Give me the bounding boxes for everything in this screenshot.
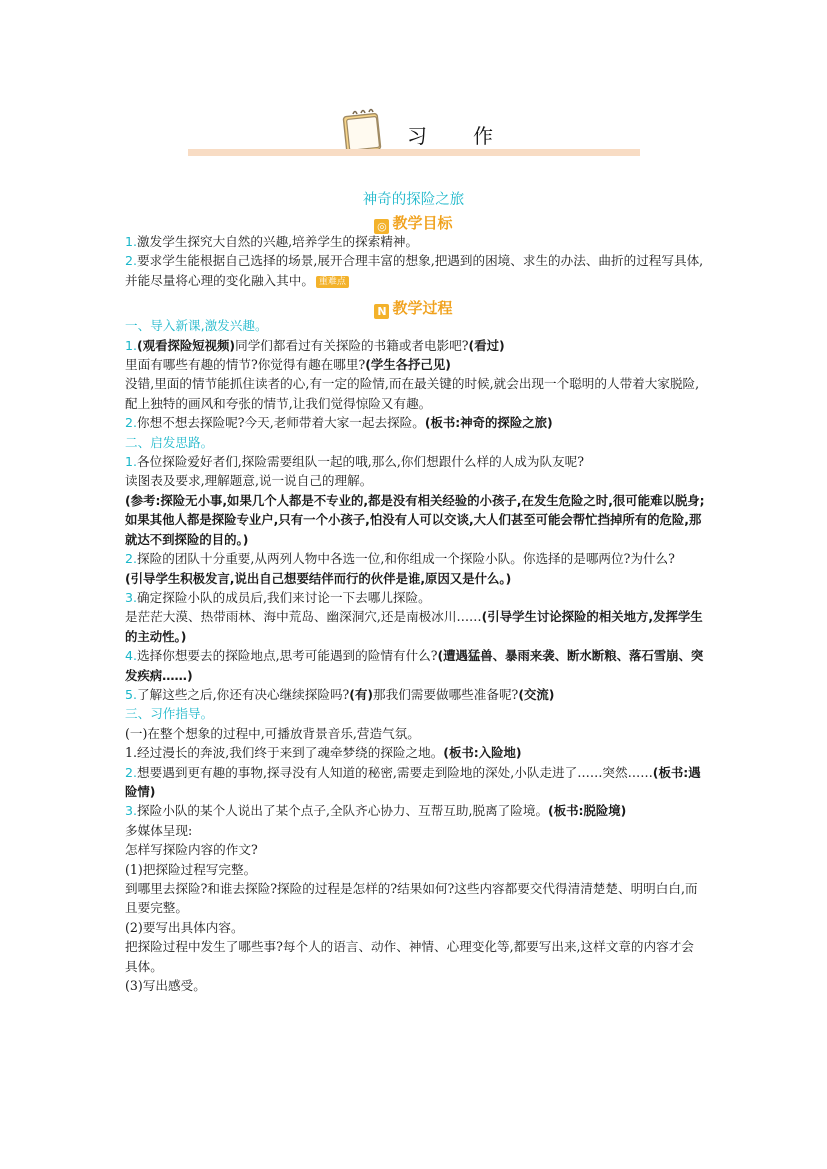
s1-item-2: 2.你想不想去探险呢?今天,老师带着大家一起去探险。(板书:神奇的探险之旅) xyxy=(125,415,553,431)
s3-item-2: 2.想要遇到更有趣的事物,探寻没有人知道的秘密,需要走到险地的深处,小队走进了……突然……(板书:遇险情) xyxy=(125,764,701,799)
difficulty-tag: 重难点 xyxy=(316,276,349,288)
goals-heading: ◎ 教学目标 xyxy=(0,212,827,234)
lesson-title: 神奇的探险之旅 xyxy=(362,192,465,208)
section-3-title: 三、习作指导。 xyxy=(125,706,214,722)
s2-item-3: 3.确定探险小队的成员后,我们来讨论一下去哪儿探险。 xyxy=(125,589,431,605)
goal-item-2: 2.要求学生能根据自己选择的场景,展开合理丰富的想象,把遇到的困境、求生的办法、曲折的过程写具体,并能尽量将心理的变化融入其中。 重难点 xyxy=(125,253,704,288)
s2-item-4: 4.选择你想要去的探险地点,思考可能遇到的险情有什么?(遭遇猛兽、暴雨来袭、断水断粮、落石雪崩、突发疾病……) xyxy=(125,648,704,683)
s2-item-3-b: 是茫茫大漠、热带雨林、海中荒岛、幽深洞穴,还是南极冰川……(引导学生讨论探险的相关地方,发挥学生的主动性。) xyxy=(125,609,703,644)
process-icon: N xyxy=(374,304,389,319)
page-title: 习 作 xyxy=(407,124,493,148)
s3-intro: (一)在整个想象的过程中,可播放背景音乐,营造气氛。 xyxy=(125,725,420,741)
section-2-title: 二、启发思路。 xyxy=(125,434,214,450)
process-heading: N 教学过程 xyxy=(0,297,827,319)
s2-item-5: 5.了解这些之后,你还有决心继续探险吗?(有)那我们需要做哪些准备呢?(交流) xyxy=(125,686,555,702)
s2-item-1: 1.各位探险爱好者们,探险需要组队一起的哦,那么,你们想跟什么样的人成为队友呢? xyxy=(125,454,584,470)
goal-item-1: 1.激发学生探究大自然的兴趣,培养学生的探索精神。 xyxy=(125,234,419,249)
multimedia-4: 到哪里去探险?和谁去探险?探险的过程是怎样的?结果如何?这些内容都要交代得清清楚楚、明明白白,而且要完整。 xyxy=(125,881,698,916)
multimedia-1: 多媒体呈现: xyxy=(125,822,193,838)
multimedia-6: 把探险过程中发生了哪些事?每个人的语言、动作、神情、心理变化等,都要写出来,这样文章的内容才会具体。 xyxy=(125,939,694,974)
s3-item-1: 1.经过漫长的奔波,我们终于来到了魂牵梦绕的探险之地。(板书:入险地) xyxy=(125,745,522,761)
header-divider xyxy=(188,149,640,156)
s2-item-2-b: (引导学生积极发言,说出自己想要结伴而行的伙伴是谁,原因又是什么。) xyxy=(125,570,512,586)
s2-item-1-c: (参考:探险无小事,如果几个人都是不专业的,都是没有相关经验的小孩子,在发生危险之时,很可能难以脱身;如果其他人都是探险专业户,只有一个小孩子,怕没有人可以交谈,大人们甚至可能会帮忙挡掉所有的危险,那就达不到探险的目的。) xyxy=(125,492,705,547)
notebook-icon xyxy=(339,108,385,154)
s1-item-1-q: 里面有哪些有趣的情节?你觉得有趣在哪里?(学生各抒己见) xyxy=(125,357,451,373)
s1-item-1-text: 没错,里面的情节能抓住读者的心,有一定的险情,而在最关键的时候,就会出现一个聪明的人带着大家脱险,配上独特的画风和夸张的情节,让我们觉得惊险又有趣。 xyxy=(125,376,700,411)
s2-item-1-b: 读图表及要求,理解题意,说一说自己的理解。 xyxy=(125,473,373,489)
section-1-title: 一、导入新课,激发兴趣。 xyxy=(125,318,268,334)
multimedia-5: (2)要写出具体内容。 xyxy=(125,919,244,935)
s3-item-3: 3.探险小队的某个人说出了某个点子,全队齐心协力、互帮互助,脱离了险境。(板书:脱险境) xyxy=(125,803,627,819)
multimedia-2: 怎样写探险内容的作文? xyxy=(125,842,258,858)
content-body xyxy=(125,232,705,995)
target-icon: ◎ xyxy=(374,219,389,234)
multimedia-7: (3)写出感受。 xyxy=(125,978,206,994)
s2-item-2: 2.探险的团队十分重要,从两列人物中各选一位,和你组成一个探险小队。你选择的是哪两位?为什么? xyxy=(125,551,675,567)
s1-item-1: 1.(观看探险短视频)同学们都看过有关探险的书籍或者电影吧?(看过) xyxy=(125,337,505,353)
multimedia-3: (1)把探险过程写完整。 xyxy=(125,861,257,877)
